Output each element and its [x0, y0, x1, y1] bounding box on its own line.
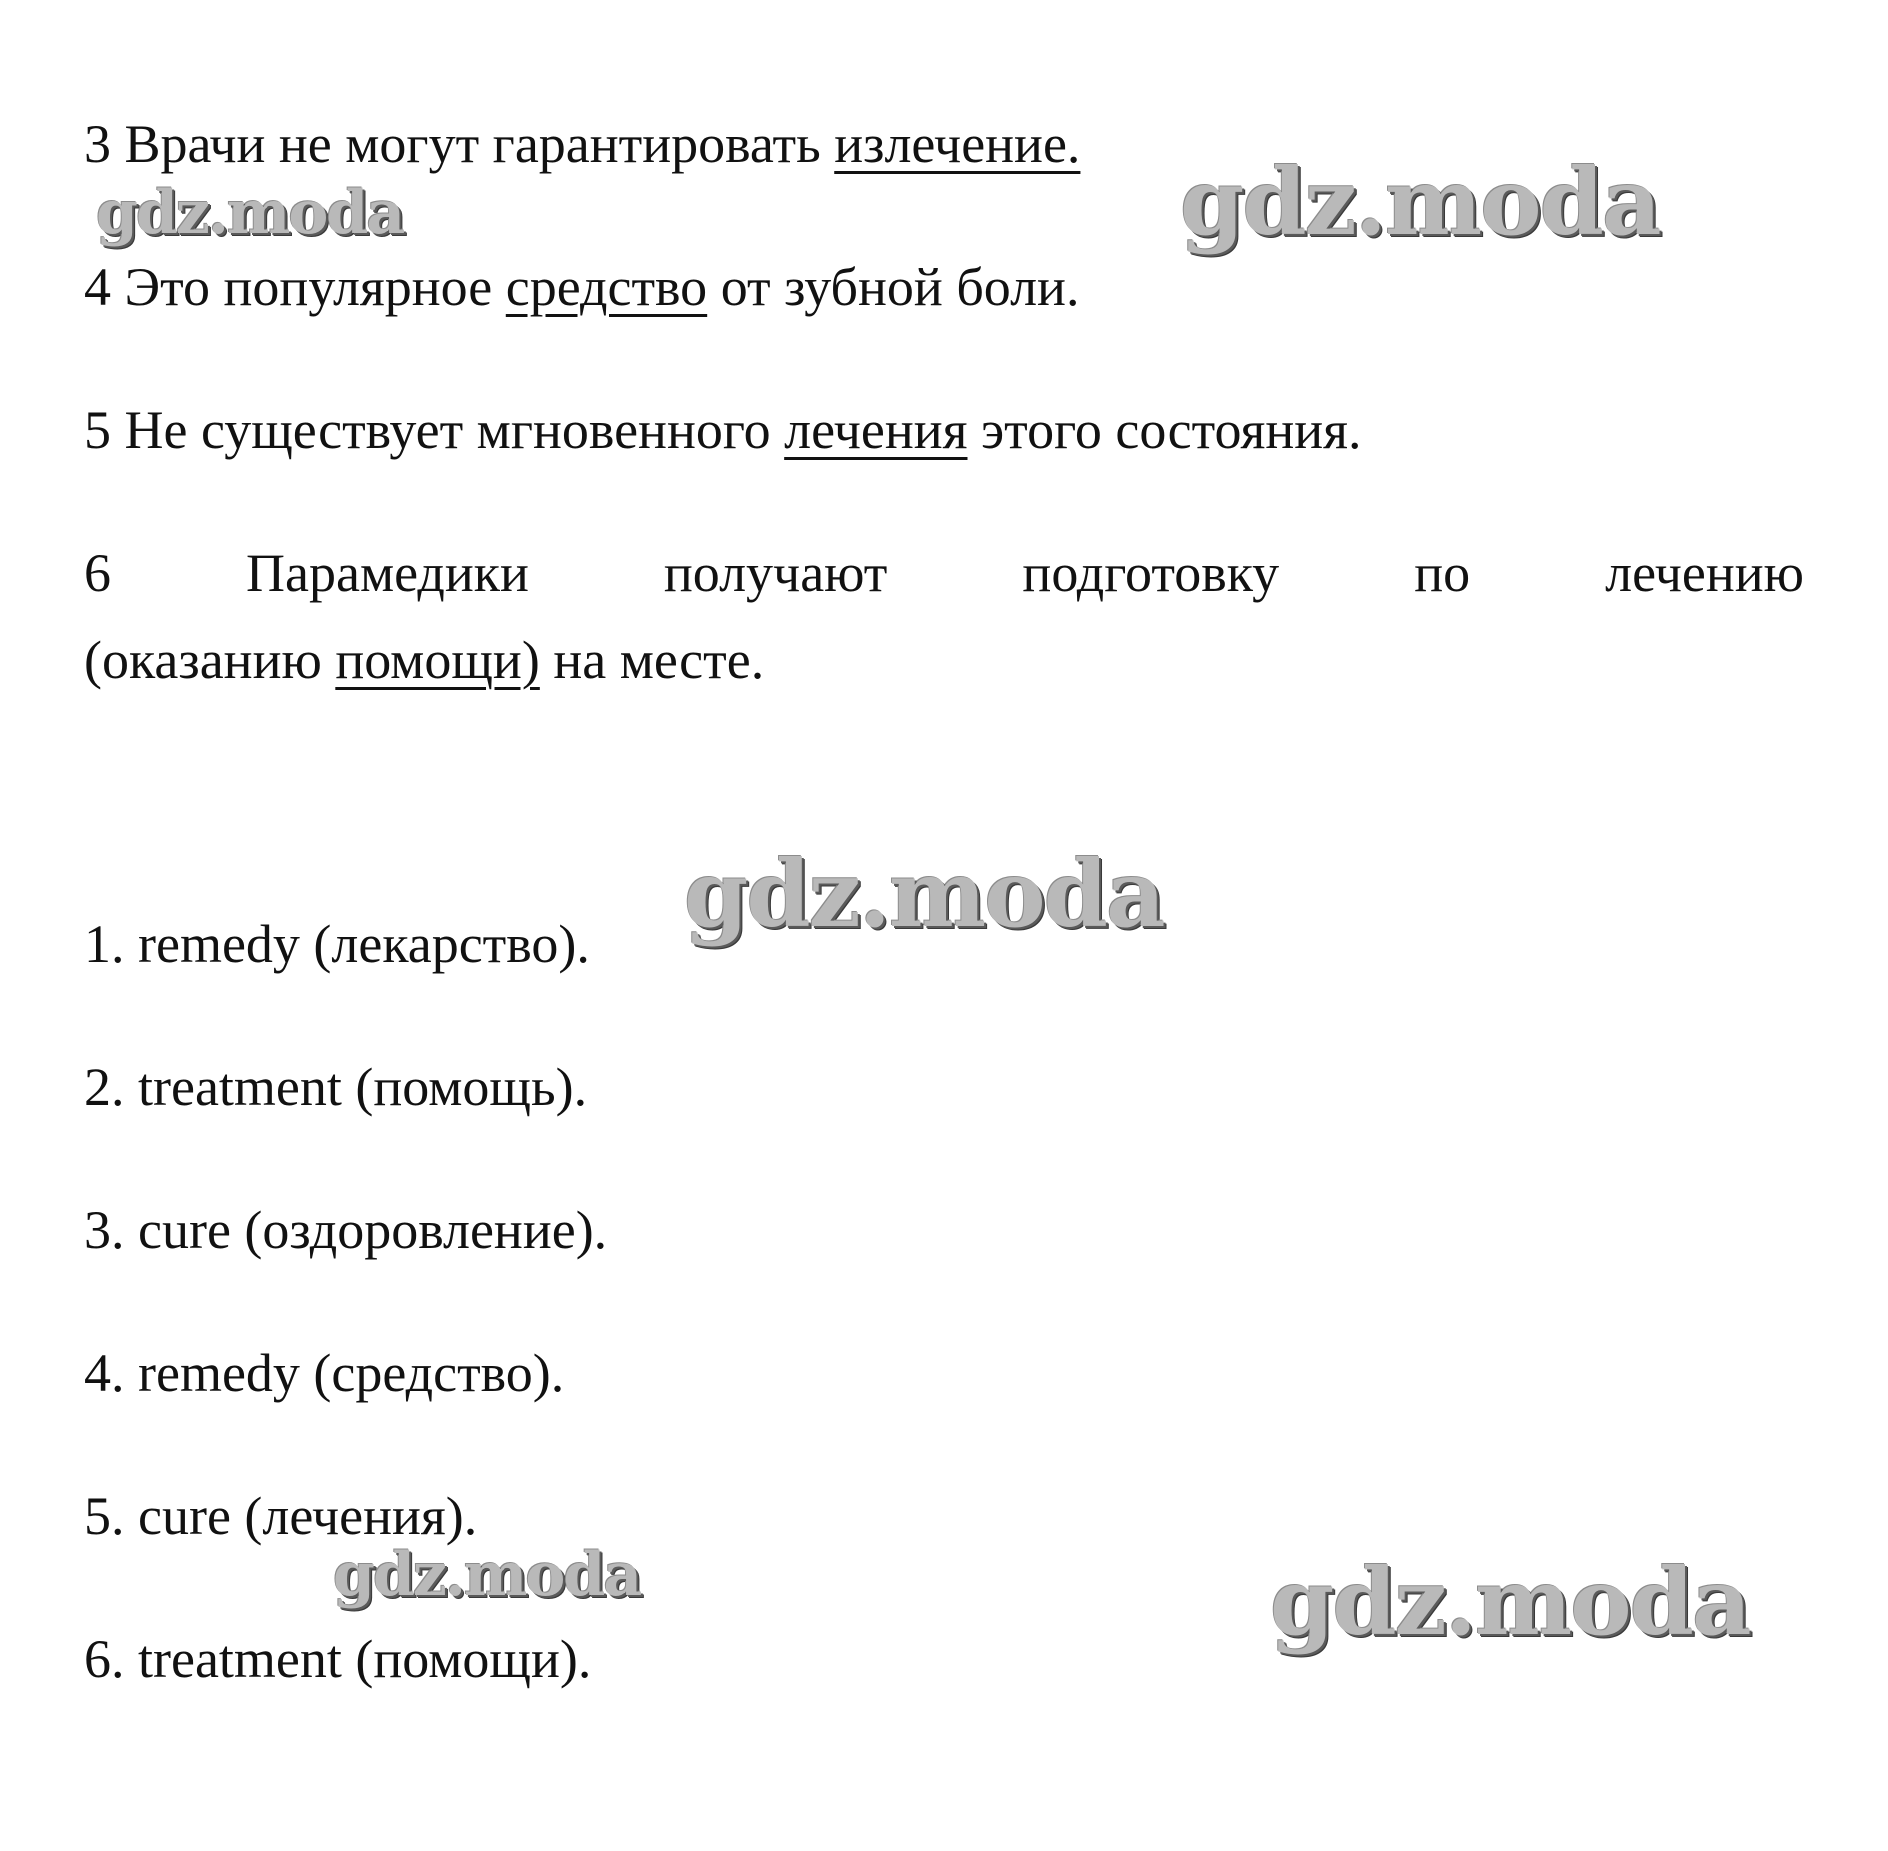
sentence-6-word: получают: [663, 543, 888, 603]
answer-2: 2. treatment (помощь).: [84, 1057, 588, 1117]
watermark-logo: gdz.moda: [96, 178, 404, 248]
sentence-6-text-end: на месте.: [539, 630, 765, 690]
sentence-3: [84, 112, 1080, 176]
watermark-logo: gdz.moda: [1270, 1548, 1750, 1656]
sentence-5-text: 5 Не существует мгновенного: [84, 400, 785, 460]
watermark-logo: gdz.moda: [684, 840, 1164, 948]
sentence-6-word: по: [1414, 543, 1471, 603]
sentence-3-text: 3 Врачи не могут гарантировать: [84, 114, 835, 174]
answer-3: 3. cure (оздоровление).: [84, 1200, 608, 1260]
sentence-6-underlined-word: помощи): [335, 630, 540, 690]
sentence-6-word: Парамедики: [246, 543, 529, 603]
watermark-logo: gdz.moda: [1180, 148, 1660, 256]
answer-4: 4. remedy (средство).: [84, 1343, 565, 1403]
watermark-logo: gdz.moda: [333, 1540, 641, 1610]
sentence-6-word: лечению: [1605, 543, 1804, 603]
sentence-6-word: подготовку: [1022, 543, 1280, 603]
sentence-6-line-2: [84, 628, 764, 692]
sentence-5-text-end: этого состояния.: [967, 400, 1362, 460]
answer-6: 6. treatment (помощи).: [84, 1629, 592, 1689]
answer-1: 1. remedy (лекарство).: [84, 914, 590, 974]
sentence-6-word: 6: [84, 543, 111, 603]
answer-5: 5. cure (лечения).: [84, 1486, 478, 1546]
sentence-6-text: (оказанию: [84, 630, 336, 690]
sentence-3-underlined-word: излечение.: [834, 114, 1081, 174]
sentence-4-underlined-word: средство: [505, 257, 708, 317]
sentence-4-text-end: от зубной боли.: [707, 257, 1080, 317]
sentence-6-line-1: [84, 541, 1804, 605]
sentence-4: [84, 255, 1079, 319]
sentence-4-text: 4 Это популярное: [84, 257, 506, 317]
sentence-5: [84, 398, 1361, 462]
sentence-5-underlined-word: лечения: [784, 400, 968, 460]
